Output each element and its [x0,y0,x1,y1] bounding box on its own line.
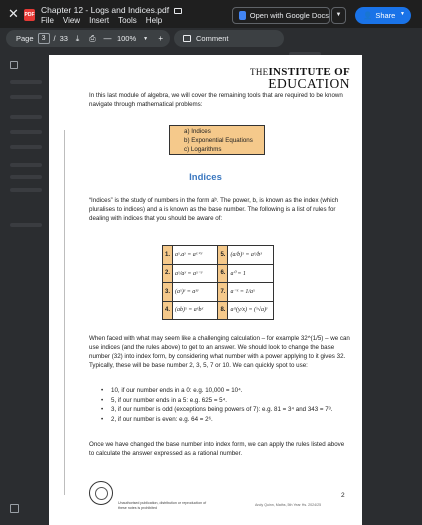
sidebar-background [0,55,49,525]
menu-file[interactable]: File [41,16,54,25]
section-heading: Indices [189,172,222,183]
share-lock-icon: 👤 [363,11,373,20]
zoom-in-button[interactable]: + [158,34,163,43]
rule-number: 2. [163,264,173,283]
rules-row [163,283,274,302]
rules-row [163,246,274,265]
menu-tools[interactable]: Tools [118,16,137,25]
share-dropdown-icon[interactable]: ▼ [400,11,405,17]
zoom-out-button[interactable]: — [103,34,112,43]
sidebar-row [10,80,42,84]
open-with-dropdown[interactable]: ▼ [331,7,346,24]
rules-row [163,264,274,283]
topic-item: a) Indices [184,128,211,135]
sidebar-row [10,115,42,119]
menu-insert[interactable]: Insert [89,16,110,25]
sidebar-row [10,188,42,192]
logo-line2: EDUCATION [268,76,350,91]
rule-number: 7. [218,283,228,302]
comment-button[interactable] [174,30,284,47]
open-with-google-docs-button[interactable] [232,7,330,24]
rule-formula: a⁰ = 1 [228,264,274,283]
comment-label: Comment [196,34,229,43]
rule-number: 4. [163,301,173,320]
rule-formula: a^(y/x) = (ˣ√a)ʸ [228,301,274,320]
page-number: 2 [341,492,345,499]
rule-formula: (ab)ˣ = aˣbˣ [173,301,218,320]
sidebar-row [10,130,42,134]
download-icon[interactable]: ⤓ [75,33,80,43]
google-docs-icon [239,11,246,20]
sidebar-row [10,223,42,227]
rule-number: 3. [163,283,173,302]
page-label: Page [16,34,34,43]
list-item: • 5, if our number ends in a 5: e.g. 625 = 5⁴. [101,396,351,406]
open-with-label: Open with Google Docs [249,11,329,20]
viewer-toolbar [6,30,170,47]
copyright-notice: Unauthorised publication, distribution or reproduction of these notes is prohibited [118,501,207,510]
footer-author: Andy Quinn, Maths, 5th Year Hs. 2024/25 [255,503,322,507]
base-number-list [101,386,351,424]
move-folder-icon[interactable] [174,8,182,14]
institute-logo [250,66,350,92]
pdf-page [49,55,362,525]
rule-number: 1. [163,246,173,265]
institute-seal-logo [89,481,113,505]
page-number-input[interactable]: 3 [38,33,50,44]
challenge-paragraph: When faced with what may seem like a challenging calculation – for example 32^(1/5) – we can use indices (and the rules above) to get to an answer. We should look to change the base number (32) into index form, by considering what number with a power applying to it gives 32. Typically, these will be base number 2, 3, 5, 7 or 10. We can quickly spot to use: [89,335,350,369]
collapse-panel-icon[interactable] [10,504,19,513]
list-item: • 10, if our number ends in a 0: e.g. 10,000 = 10⁴. [101,386,351,396]
close-icon[interactable]: ✕ [8,6,19,21]
total-pages: 33 [59,34,68,43]
menu-help[interactable]: Help [145,16,163,25]
menu-bar [41,16,162,25]
print-icon[interactable]: ⎙ [89,33,96,43]
topic-item: c) Logarithms [184,146,222,153]
rule-formula: aˣ/aʸ = aˣ⁻ʸ [173,264,218,283]
rule-formula: aˣ.aʸ = aˣ⁺ʸ [173,246,218,265]
pdf-file-icon: PDF [24,9,35,21]
rules-row [163,301,274,320]
rule-formula: (a/b)ˣ = aˣ/bˣ [228,246,274,265]
rule-formula: (aˣ)ʸ = aˣʸ [173,283,218,302]
document-title[interactable]: Chapter 12 - Logs and Indices.pdf [41,5,170,15]
rule-formula: a⁻ˣ = 1/aˣ [228,283,274,302]
share-button[interactable] [355,7,411,24]
indices-rules-table [162,245,274,320]
intro-paragraph: In this last module of algebra, we will cover the remaining tools that are required to be known navigate through mathematical problems: [89,92,343,108]
list-item: • 3, if our number is odd (exceptions being powers of 7): e.g. 81 = 3⁴ and 343 = 7³. [101,405,351,415]
document-title-row [41,5,182,15]
thumbnail-icon[interactable] [10,61,18,69]
list-item: • 2, if our number is even: e.g. 64 = 2⁶. [101,415,351,425]
indices-definition: “Indices” is the study of numbers in the form aᵇ. The power, b, is known as the index (which pluralises to indices) and a is known as the base number. The following is a list of rules for dealing with indices that you should be aware of: [89,197,339,222]
zoom-dropdown-icon[interactable]: ▼ [143,35,149,42]
logo-line1: INSTITUTE OF [268,66,350,78]
logo-prefix: THE [250,67,269,77]
zoom-level[interactable]: 100% [116,34,137,43]
menu-view[interactable]: View [62,16,81,25]
comment-icon [183,35,191,42]
right-background [366,55,422,525]
sidebar-row [10,163,42,167]
margin-line [64,130,65,495]
page-separator: / [53,34,56,43]
sidebar-row [10,145,42,149]
topic-item: b) Exponential Equations [184,137,253,144]
rule-number: 8. [218,301,228,320]
sidebar-row [10,175,42,179]
share-label: Share [375,11,396,20]
closing-paragraph: Once we have changed the base number into index form, we can apply the rules listed above to calculate the answer expressed as a rational number. [89,441,345,457]
rule-number: 5. [218,246,228,265]
sidebar-row [10,95,42,99]
topics-box [169,125,265,155]
title-bar [0,0,422,28]
rule-number: 6. [218,264,228,283]
